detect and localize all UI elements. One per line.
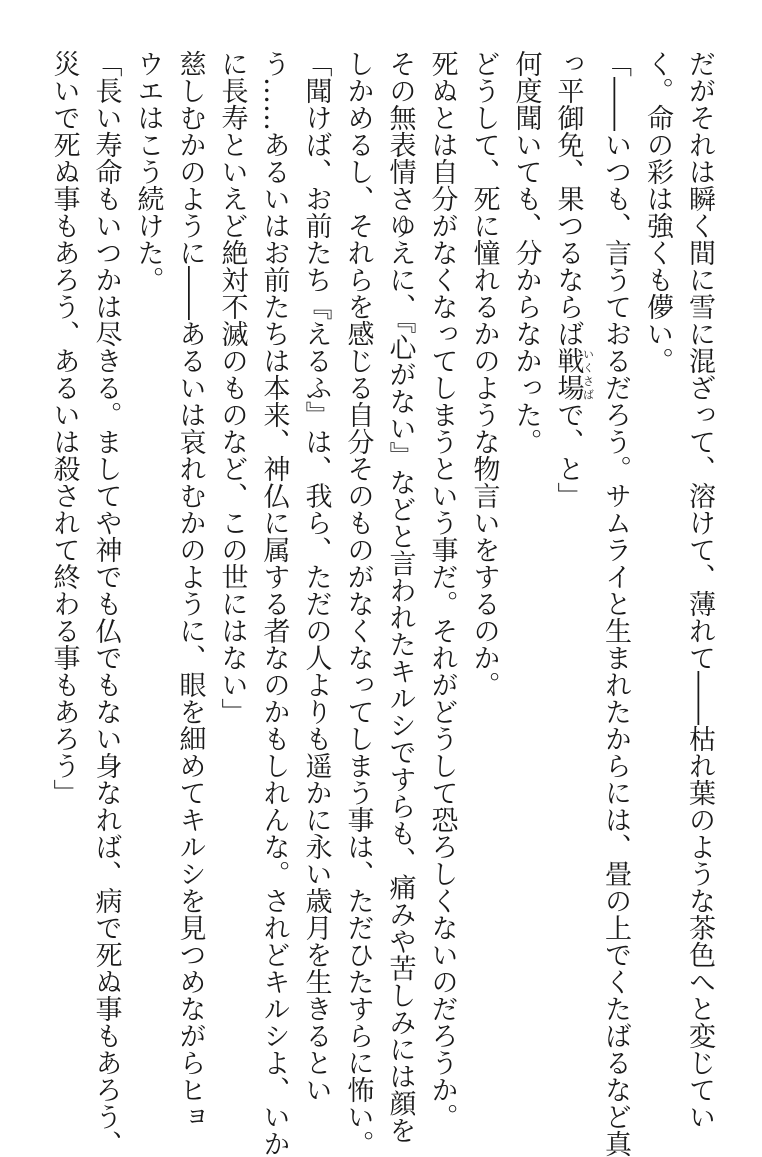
text-line: 何度聞いても、分からなかった。	[510, 50, 542, 455]
text-line: 「聞けば、お前たち『えるふ』は、我ら、ただの人よりも遥かに永い歳月を生きるとい	[300, 50, 332, 1103]
text-line: く。命の彩は強くも儚い。	[642, 50, 673, 374]
text-line: に長寿といえど絶対不滅のものなど、この世にはない」	[216, 50, 248, 725]
text-line: だがそれは瞬く間に雪に混ざって、溶けて、薄れて――枯れ葉のような茶色へと変じてい	[684, 50, 715, 1130]
text-line: その無表情さゆえに、『心がない』などと言われたキルシですらも、痛みや苦しみには顔を	[384, 50, 416, 1144]
text-line: しかめるし、それらを感じる自分そのものがなくなってしまう事は、ただひたすらに怖い。	[342, 50, 374, 1157]
text-line: 災いで死ぬ事もあろう、あるいは殺されて終わる事もあろう」	[48, 50, 80, 806]
text-line: 「長い寿命もいつかは尽きる。ましてや神でも仏でもない身なれば、病で死ぬ事もあろう、	[90, 50, 122, 1157]
vertical-text-block	[43, 50, 721, 1157]
text-line: どうして、死に憧れるかのような物言いをするのか。	[468, 50, 500, 698]
text-line: 死ぬとは自分がなくなってしまうという事だ。それがどうして恐ろしくないのだろうか。	[426, 50, 458, 1130]
text-line: ウエはこう続けた。	[132, 50, 164, 293]
ruby-base: 戦場	[552, 347, 584, 401]
text-line: 「――いつも、言うておるだろう。サムライと生まれたからには、畳の上でくたばるなど真	[600, 50, 631, 1157]
text-line: う……あるいはお前たちは本来、神仏に属する者なのかもしれんな。されどキルシよ、いか	[258, 50, 290, 1157]
text-line: 慈しむかのように――あるいは哀れむかのように、眼を細めてキルシを見つめながらヒョ	[174, 50, 206, 1130]
text-segment: で、と」	[552, 401, 584, 509]
text-segment: っ平御免、果つるならば	[552, 50, 584, 347]
ruby-reading: いくさば	[581, 347, 595, 401]
text-line-with-ruby	[547, 50, 595, 1040]
ruby-annotation	[552, 347, 595, 401]
